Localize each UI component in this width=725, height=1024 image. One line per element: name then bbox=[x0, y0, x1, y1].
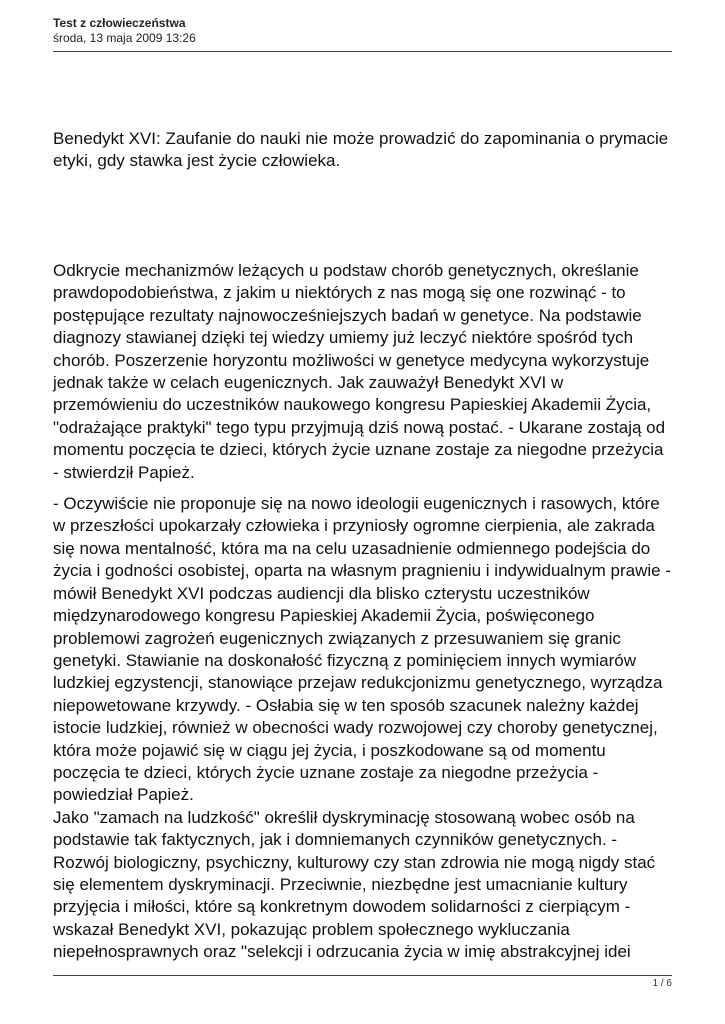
text-line: momentu poczęcia te dzieci, których życie uznane zostaje za niegodne przeżycia bbox=[53, 440, 664, 460]
text-line: niepowetowane krzywdy. - Osłabia się w ten sposób szacunek należny każdej bbox=[53, 695, 639, 715]
text-line: podstawie tak faktycznych, jak i domniemanych czynników genetycznych. - bbox=[53, 830, 618, 850]
text-line: mówił Benedykt XVI podczas audiencji dla blisko czterystu uczestników bbox=[53, 583, 590, 603]
text-line: ludzkiej egzystencji, stanowiące przejaw redukcjonizmu genetycznego, wyrządza bbox=[53, 673, 663, 693]
text-line: życia i godności osobistej, oparta na własnym pragnieniu i indywidualnym prawie - bbox=[53, 561, 671, 581]
text-line: prawdopodobieństwa, z jakim u niektórych z nas mogą się one rozwinąć - to bbox=[53, 283, 626, 303]
text-line: "odrażające praktyki" tego typu przyjmują dziś nową postać. - Ukarane zostają od bbox=[53, 417, 666, 437]
document-title: Test z człowieczeństwa bbox=[53, 16, 186, 30]
article-headline bbox=[53, 128, 678, 172]
paragraph-1 bbox=[53, 260, 678, 484]
text-line: niepełnosprawnych oraz "selekcji i odrzucania życia w imię abstrakcyjnej idei bbox=[53, 942, 631, 962]
page-indicator: 1 / 6 bbox=[652, 978, 672, 989]
headline-line: etyki, gdy stawka jest życie człowieka. bbox=[53, 151, 341, 170]
text-line: międzynarodowego kongresu Papieskiej Akademii Życia, poświęconego bbox=[53, 606, 595, 626]
text-line: przyjęcia i miłości, które są konkretnym dowodem solidarności z cierpiącym - bbox=[53, 897, 631, 917]
text-line: powiedział Papież. bbox=[53, 785, 194, 805]
text-line: przemówieniu do uczestników naukowego kongresu Papieskiej Akademii Życia, bbox=[53, 395, 652, 415]
text-line: która może pojawić się w ciągu jej życia, i poszkodowane są od momentu bbox=[53, 740, 606, 760]
text-line: postępujące rezultaty najnowocześniejszych badań w genetyce. Na podstawie bbox=[53, 305, 642, 325]
text-line: - Oczywiście nie proponuje się na nowo ideologii eugenicznych i rasowych, które bbox=[53, 494, 660, 514]
text-line: Rozwój biologiczny, psychiczny, kulturowy czy stan zdrowia nie mogą nigdy stać bbox=[53, 852, 656, 872]
text-line: wskazał Benedykt XVI, pokazując problem społecznego wykluczania bbox=[53, 919, 570, 939]
footer-divider bbox=[53, 975, 672, 976]
header-divider bbox=[53, 51, 672, 52]
text-line: genetyki. Stawianie na doskonałość fizyczną z pominięciem innych wymiarów bbox=[53, 650, 636, 670]
text-line: się elementem dyskryminacji. Przeciwnie, niezbędne jest umacnianie kultury bbox=[53, 874, 628, 894]
paragraph-2 bbox=[53, 493, 678, 964]
document-header bbox=[53, 16, 673, 46]
text-line: w przeszłości upokarzały człowieka i przyniosły ogromne cierpienia, ale zakrada bbox=[53, 516, 655, 536]
text-line: Jako "zamach na ludzkość" określił dyskryminację stosowaną wobec osób na bbox=[53, 807, 635, 827]
text-line: - stwierdził Papież. bbox=[53, 462, 195, 482]
text-line: diagnozy stawianej dzięki tej wiedzy umiemy już leczyć niektóre spośród tych bbox=[53, 328, 634, 348]
text-line: istocie ludzkiej, również w obecności wady rozwojowej czy choroby genetycznej, bbox=[53, 718, 658, 738]
text-line: problemowi zagrożeń eugenicznych związanych z przesuwaniem się granic bbox=[53, 628, 621, 648]
text-line: jednak także w celach eugenicznych. Jak zauważył Benedykt XVI w bbox=[53, 373, 564, 393]
text-line: Odkrycie mechanizmów leżących u podstaw chorób genetycznych, określanie bbox=[53, 261, 639, 280]
article-body bbox=[53, 260, 678, 964]
headline-line: Benedykt XVI: Zaufanie do nauki nie może prowadzić do zapominania o prymacie bbox=[53, 129, 669, 148]
document-date: środa, 13 maja 2009 13:26 bbox=[53, 31, 196, 45]
text-line: chorób. Poszerzenie horyzontu możliwości w genetyce medycyna wykorzystuje bbox=[53, 350, 650, 370]
text-line: poczęcia te dzieci, których życie uznane zostaje za niegodne przeżycia - bbox=[53, 762, 599, 782]
text-line: się nowa mentalność, która ma na celu uzasadnienie odmiennego podejścia do bbox=[53, 538, 651, 558]
